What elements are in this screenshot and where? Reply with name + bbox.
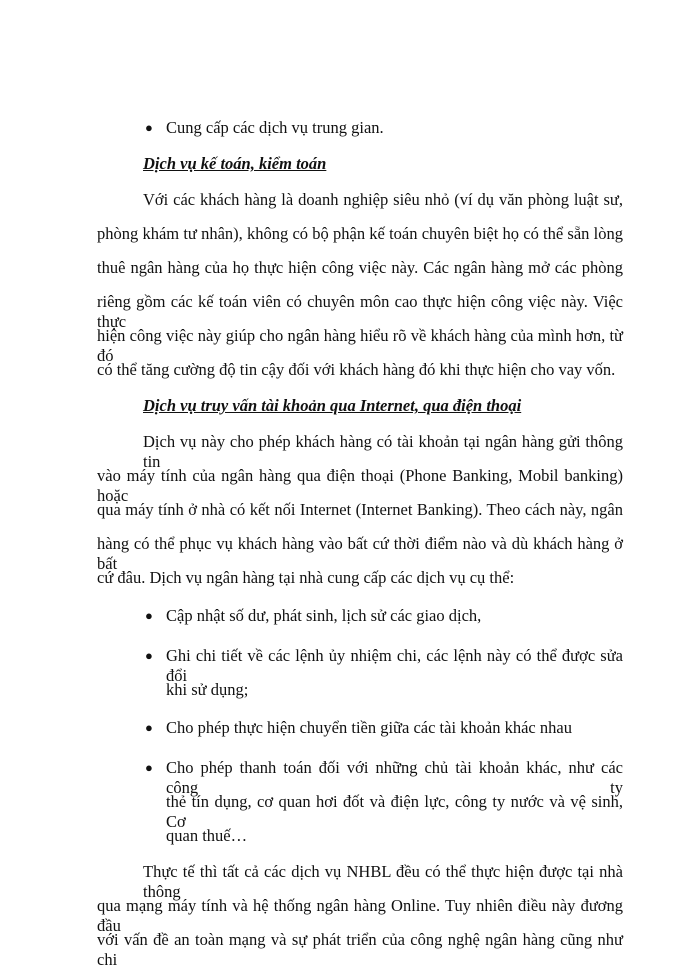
bullet-icon: ● (145, 720, 153, 735)
bullet-icon: ● (145, 760, 153, 775)
intro-bullet-text: Cung cấp các dịch vụ trung gian. (166, 118, 384, 137)
paragraph-line: Dịch vụ này cho phép khách hàng có tài khoản tại ngân hàng gửi thông tin (143, 432, 623, 471)
paragraph-line: vào máy tính của ngân hàng qua điện thoại (Phone Banking, Mobil banking) hoặc (97, 466, 623, 505)
paragraph-line: thuê ngân hàng của họ thực hiện công việc này. Các ngân hàng mở các phòng (97, 258, 623, 277)
paragraph-line: qua mạng máy tính và hệ thống ngân hàng Online. Tuy nhiên điều này đương đầu (97, 896, 623, 935)
paragraph-line: qua máy tính ở nhà có kết nối Internet (Internet Banking). Theo cách này, ngân (97, 500, 623, 519)
list-item: Cho phép thanh toán đối với những chủ tài khoản khác, như các công ty (166, 758, 623, 797)
paragraph-line: riêng gồm các kế toán viên có chuyên môn cao thực hiện công việc này. Việc thực (97, 292, 623, 331)
bullet-icon: ● (145, 648, 153, 663)
list-item: Cập nhật số dư, phát sinh, lịch sử các giao dịch, (166, 606, 482, 625)
paragraph-line: hiện công việc này giúp cho ngân hàng hiểu rõ về khách hàng của mình hơn, từ đó (97, 326, 623, 365)
list-item-continuation: quan thuế… (166, 826, 248, 845)
paragraph-line: Thực tế thì tất cả các dịch vụ NHBL đều có thể thực hiện được tại nhà thông (143, 862, 623, 901)
list-item-continuation: khi sử dụng; (166, 680, 249, 699)
list-item-continuation: thẻ tín dụng, cơ quan hơi đốt và điện lực, công ty nước và vệ sinh, Cơ (166, 792, 623, 831)
paragraph-line: Với các khách hàng là doanh nghiệp siêu nhỏ (ví dụ văn phòng luật sư, (143, 190, 623, 209)
list-item: Cho phép thực hiện chuyển tiền giữa các tài khoản khác nhau (166, 718, 572, 737)
paragraph-line: với vấn đề an toàn mạng và sự phát triển của công nghệ ngân hàng cũng như chi (97, 930, 623, 969)
paragraph-line: hàng có thể phục vụ khách hàng vào bất cứ thời điểm nào và dù khách hàng ở bất (97, 534, 623, 573)
section-heading-online-banking: Dịch vụ truy vấn tài khoản qua Internet, qua điện thoại (143, 396, 522, 415)
paragraph-line: có thể tăng cường độ tin cậy đối với khách hàng đó khi thực hiện cho vay vốn. (97, 360, 616, 379)
paragraph-line: cứ đâu. Dịch vụ ngân hàng tại nhà cung cấp các dịch vụ cụ thể: (97, 568, 515, 587)
section-heading-accounting: Dịch vụ kế toán, kiểm toán (143, 154, 327, 173)
paragraph-line: phòng khám tư nhân), không có bộ phận kế toán chuyên biệt họ có thể sẵn lòng (97, 224, 623, 243)
bullet-icon: ● (145, 120, 153, 135)
bullet-icon: ● (145, 608, 153, 623)
list-item: Ghi chi tiết về các lệnh ủy nhiệm chi, các lệnh này có thể được sửa đổi (166, 646, 623, 685)
